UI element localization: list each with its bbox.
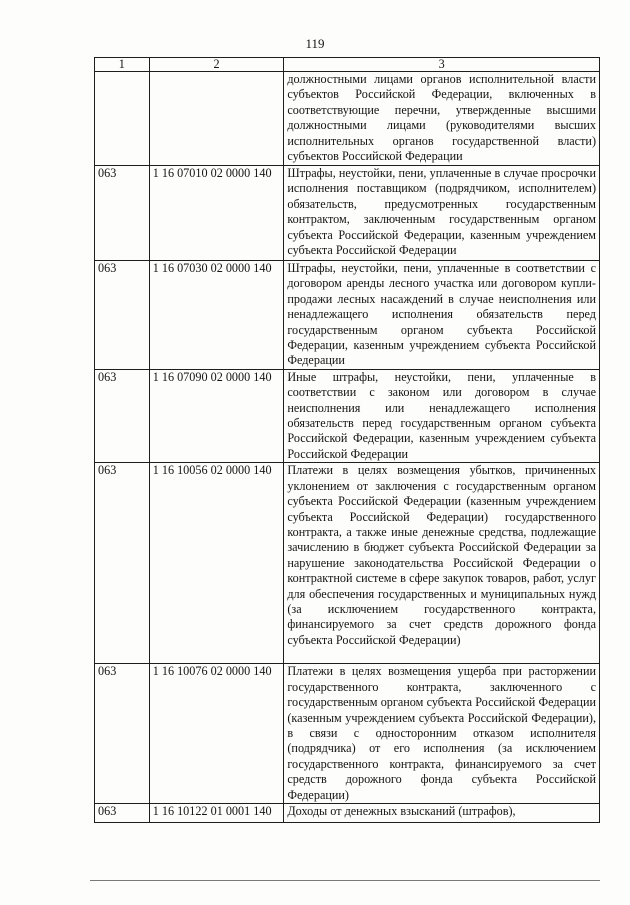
page-number: 119 [305, 36, 325, 51]
revenue-name-cell: Доходы от денежных взысканий (штрафов), [284, 803, 600, 822]
table-header-row [95, 58, 600, 72]
budget-code-cell: 1 16 10122 01 0001 140 [149, 803, 284, 822]
page-bottom-rule [90, 880, 600, 881]
admin-code-cell: 063 [95, 664, 150, 804]
table-row [95, 664, 600, 804]
revenue-name-cell: Платежи в целях возмещения убытков, причиненных уклонением от заключения с государственным органом субъекта Российской Федерации (казенным учреждением субъекта Российской Федерации) государственного контракта, а также иные денежные средства, подлежащие зачислению в бюджет субъекта Российской Федерации за нарушение законодательства Российской Федерации о контрактной системе в сфере закупок товаров, работ, услуг для обеспечения государственных и муниципальных нужд (за исключением государственного контракта, финансируемого за счет средств дорожного фонда субъекта Российской Федерации) [284, 463, 600, 664]
revenue-name-cell: должностными лицами органов исполнительной власти субъектов Российской Федерации, включенных в соответствующие перечни, утвержденные высшими должностными лицами (руководителями высших исполнительных органов государственной власти) субъектов Российской Федерации [284, 72, 600, 166]
revenue-name-cell: Платежи в целях возмещения ущерба при расторжении государственного контракта, заключенного с государственным органом субъекта Российской Федерации (казенным учреждением субъекта Российской Федерации), в связи с односторонним отказом исполнителя (подрядчика) от его исполнения (за исключением государственного контракта, финансируемого за счет средств дорожного фонда субъекта Российской Федерации) [284, 664, 600, 804]
table-row [95, 261, 600, 370]
budget-code-cell: 1 16 10076 02 0000 140 [149, 664, 284, 804]
budget-code-cell: 1 16 10056 02 0000 140 [149, 463, 284, 664]
admin-code-cell: 063 [95, 261, 150, 370]
budget-codes-table [94, 57, 600, 823]
table-row [95, 463, 600, 664]
budget-code-cell: 1 16 07010 02 0000 140 [149, 166, 284, 261]
header-col-1: 1 [95, 58, 150, 72]
admin-code-cell [95, 72, 150, 166]
admin-code-cell: 063 [95, 463, 150, 664]
revenue-name-cell: Штрафы, неустойки, пени, уплаченные в соответствии с договором аренды лесного участка или договором купли-продажи лесных насаждений в случае неисполнения или ненадлежащего исполнения обязательств перед государственным органом субъекта Российской Федерации, казенным учреждением субъекта Российской Федерации [284, 261, 600, 370]
table-row [95, 803, 600, 822]
header-col-2: 2 [149, 58, 284, 72]
header-col-3: 3 [284, 58, 600, 72]
table-row [95, 72, 600, 166]
table-row [95, 369, 600, 462]
revenue-name-cell: Штрафы, неустойки, пени, уплаченные в случае просрочки исполнения поставщиком (подрядчиком, исполнителем) обязательств, предусмотренных государственным контрактом, заключенным государственным органом субъекта Российской Федерации, казенным учреждением субъекта Российской Федерации [284, 166, 600, 261]
admin-code-cell: 063 [95, 369, 150, 462]
admin-code-cell: 063 [95, 803, 150, 822]
budget-code-cell: 1 16 07030 02 0000 140 [149, 261, 284, 370]
budget-code-cell: 1 16 07090 02 0000 140 [149, 369, 284, 462]
budget-code-cell [149, 72, 284, 166]
revenue-name-cell: Иные штрафы, неустойки, пени, уплаченные в соответствии с законом или договором в случае неисполнения или ненадлежащего исполнения обязательств перед государственным органом субъекта Российской Федерации, казенным учреждением субъекта Российской Федерации [284, 369, 600, 462]
table-row [95, 166, 600, 261]
admin-code-cell: 063 [95, 166, 150, 261]
